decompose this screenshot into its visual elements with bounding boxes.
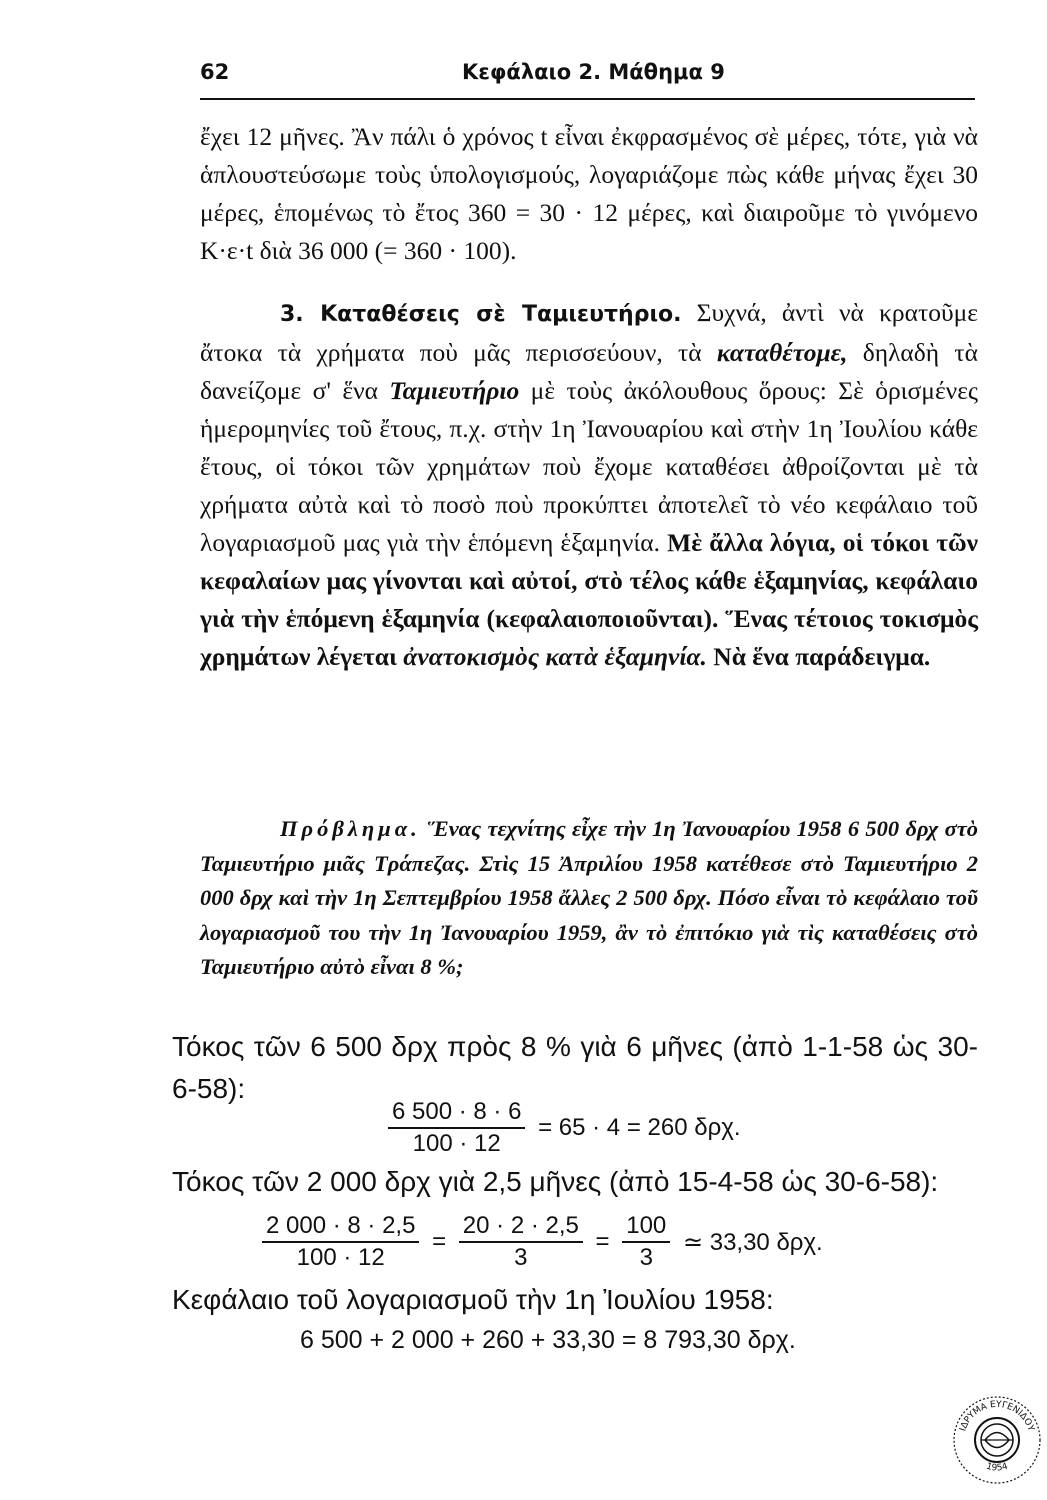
section-text-2: δηλαδὴ τὰ δανείζομε σ' ἕνα (200, 338, 978, 405)
seal-icon (952, 1395, 1042, 1485)
section-paragraph (200, 294, 978, 676)
intro-paragraph: ἔχει 12 μῆνες. Ἂν πάλι ὁ χρόνος t εἶναι ἐκφρασμένος σὲ μέρες, τότε, γιὰ νὰ ἁπλουστεύσωμε τοὺς ὑπολογισμούς, λογαριάζομε πὼς κάθε μήνας ἔχει 30 μέρες, ἑπομένως τὸ ἔτος 360 = 30 · 12 μέρες, καὶ διαιροῦμε τὸ γινόμενο K·ε·t διὰ 36 000 (= 360 · 100). (200, 122, 978, 265)
problem-label: Πρόβλημα. (280, 816, 421, 841)
equation-1 (388, 1098, 747, 1158)
seal-year: 1954 (984, 1461, 1010, 1474)
body-text (200, 118, 978, 676)
fraction-2b (459, 1212, 583, 1272)
solution-line-2: Τόκος τῶν 2 000 δρχ γιὰ 2,5 μῆνες (ἀπὸ 15-4-58 ὡς 30-6-58): (172, 1166, 939, 1197)
term-savings-bank: Ταμιευτήριο (389, 376, 520, 405)
equation-2-result: ≃ 33,30 δρχ. (682, 1228, 823, 1256)
equation-2 (262, 1212, 829, 1272)
solution-line-1: Τόκος τῶν 6 500 δρχ πρὸς 8 % γιὰ 6 μῆνες (ἀπὸ 1-1-58 ὡς 30-6-58): (172, 1031, 978, 1104)
fraction-1-denominator: 100 · 12 (412, 1130, 501, 1157)
fraction-2a-denominator: 100 · 12 (296, 1244, 385, 1271)
running-title: Κεφάλαιο 2. Μάθημα 9 (462, 60, 725, 84)
term-deposit: καταθέτομε, (716, 338, 848, 367)
section-text-5: Νὰ ἕνα παράδειγμα. (706, 642, 931, 671)
equals-sign: = (432, 1228, 447, 1255)
section-text-1: Συχνά, ἀντὶ νὰ κρατοῦμε ἄτοκα τὰ χρήματα ποὺ μᾶς περισσεύουν, τὰ (200, 298, 979, 367)
solution-line-3: Κεφάλαιο τοῦ λογαριασμοῦ τὴν 1η Ἰουλίου 1958: (172, 1284, 774, 1315)
svg-text:ΙΔΡΥΜΑ ΕΥΓΕΝΙΔΟΥ (958, 1400, 1035, 1433)
fraction-2c (622, 1212, 670, 1272)
fraction-2b-denominator: 3 (514, 1244, 528, 1271)
problem-text: Ἕνας τεχνίτης εἶχε τὴν 1η Ἰανουαρίου 1958 6 500 δρχ στὸ Ταμιευτήριο μιᾶς Τράπεζας. Στὶς 15 Ἀπριλίου 1958 κατέθεσε στὸ Ταμιευτήριο 2 000 δρχ καὶ τὴν 1η Σεπτεμβρίου 1958 ἄλλες 2 500 δρχ. Πόσο εἶναι τὸ κεφάλαιο τοῦ λογαριασμοῦ του τὴν 1η Ἰανουαρίου 1959, ἂν τὸ ἐπιτόκιο γιὰ τὶς καταθέσεις στὸ Ταμιευτήριο αὐτὸ εἶναι 8 %; (200, 816, 978, 979)
equals-sign: = (595, 1228, 610, 1255)
term-compounding: ἀνατοκισμὸς κατὰ ἑξαμηνία. (403, 642, 707, 671)
section-title: 3. Καταθέσεις σὲ Ταμιευτήριο. (280, 302, 682, 327)
fraction-1-numerator: 6 500 · 8 · 6 (388, 1098, 525, 1129)
section-text-3: μὲ τοὺς ἀκόλουθους ὅρους: Σὲ ὁρισμένες ἡμερομηνίες τοῦ ἔτους, π.χ. στὴν 1η Ἰανουαρίου καὶ στὴν 1η Ἰουλίου κάθε ἔτους, οἱ τόκοι τῶν χρημάτων ποὺ ἔχομε καταθέσει ἀθροίζονται μὲ τὰ χρήματα αὐτὰ καὶ τὸ ποσὸ ποὺ προκύπτει ἀποτελεῖ τὸ νέο κεφάλαιο τοῦ λογαριασμοῦ μας γιὰ τὴν ἑπόμενη ἑξαμηνία. (200, 376, 978, 557)
problem-statement (200, 812, 978, 985)
page-number: 62 (200, 60, 230, 84)
fraction-2a-numerator: 2 000 · 8 · 2,5 (262, 1212, 419, 1243)
fraction-1 (388, 1098, 525, 1158)
section-text-4: Μὲ ἄλλα λόγια, οἱ τόκοι τῶν κεφαλαίων μας γίνονται καὶ αὐτοί, στὸ τέλος κάθε ἑξαμηνίας, κεφάλαιο γιὰ τὴν ἑπόμενη ἑξαμηνία (κεφαλαιοποιοῦνται). Ἕνας τέτοιος τοκισμὸς χρημάτων λέγεται (200, 528, 978, 671)
seal-top-text: ΙΔΡΥΜΑ ΕΥΓΕΝΙΔΟΥ (958, 1399, 1036, 1433)
page-header (200, 58, 975, 100)
fraction-2c-denominator: 3 (639, 1244, 653, 1271)
final-sum: 6 500 + 2 000 + 260 + 33,30 = 8 793,30 δρχ. (300, 1326, 796, 1354)
fraction-2b-numerator: 20 · 2 · 2,5 (459, 1212, 583, 1243)
svg-text:1954 (985, 1462, 1010, 1474)
foundation-seal (952, 1395, 1042, 1485)
equation-1-result: = 65 · 4 = 260 δρχ. (538, 1114, 741, 1141)
fraction-2c-numerator: 100 (622, 1212, 670, 1243)
fraction-2a (262, 1212, 419, 1272)
